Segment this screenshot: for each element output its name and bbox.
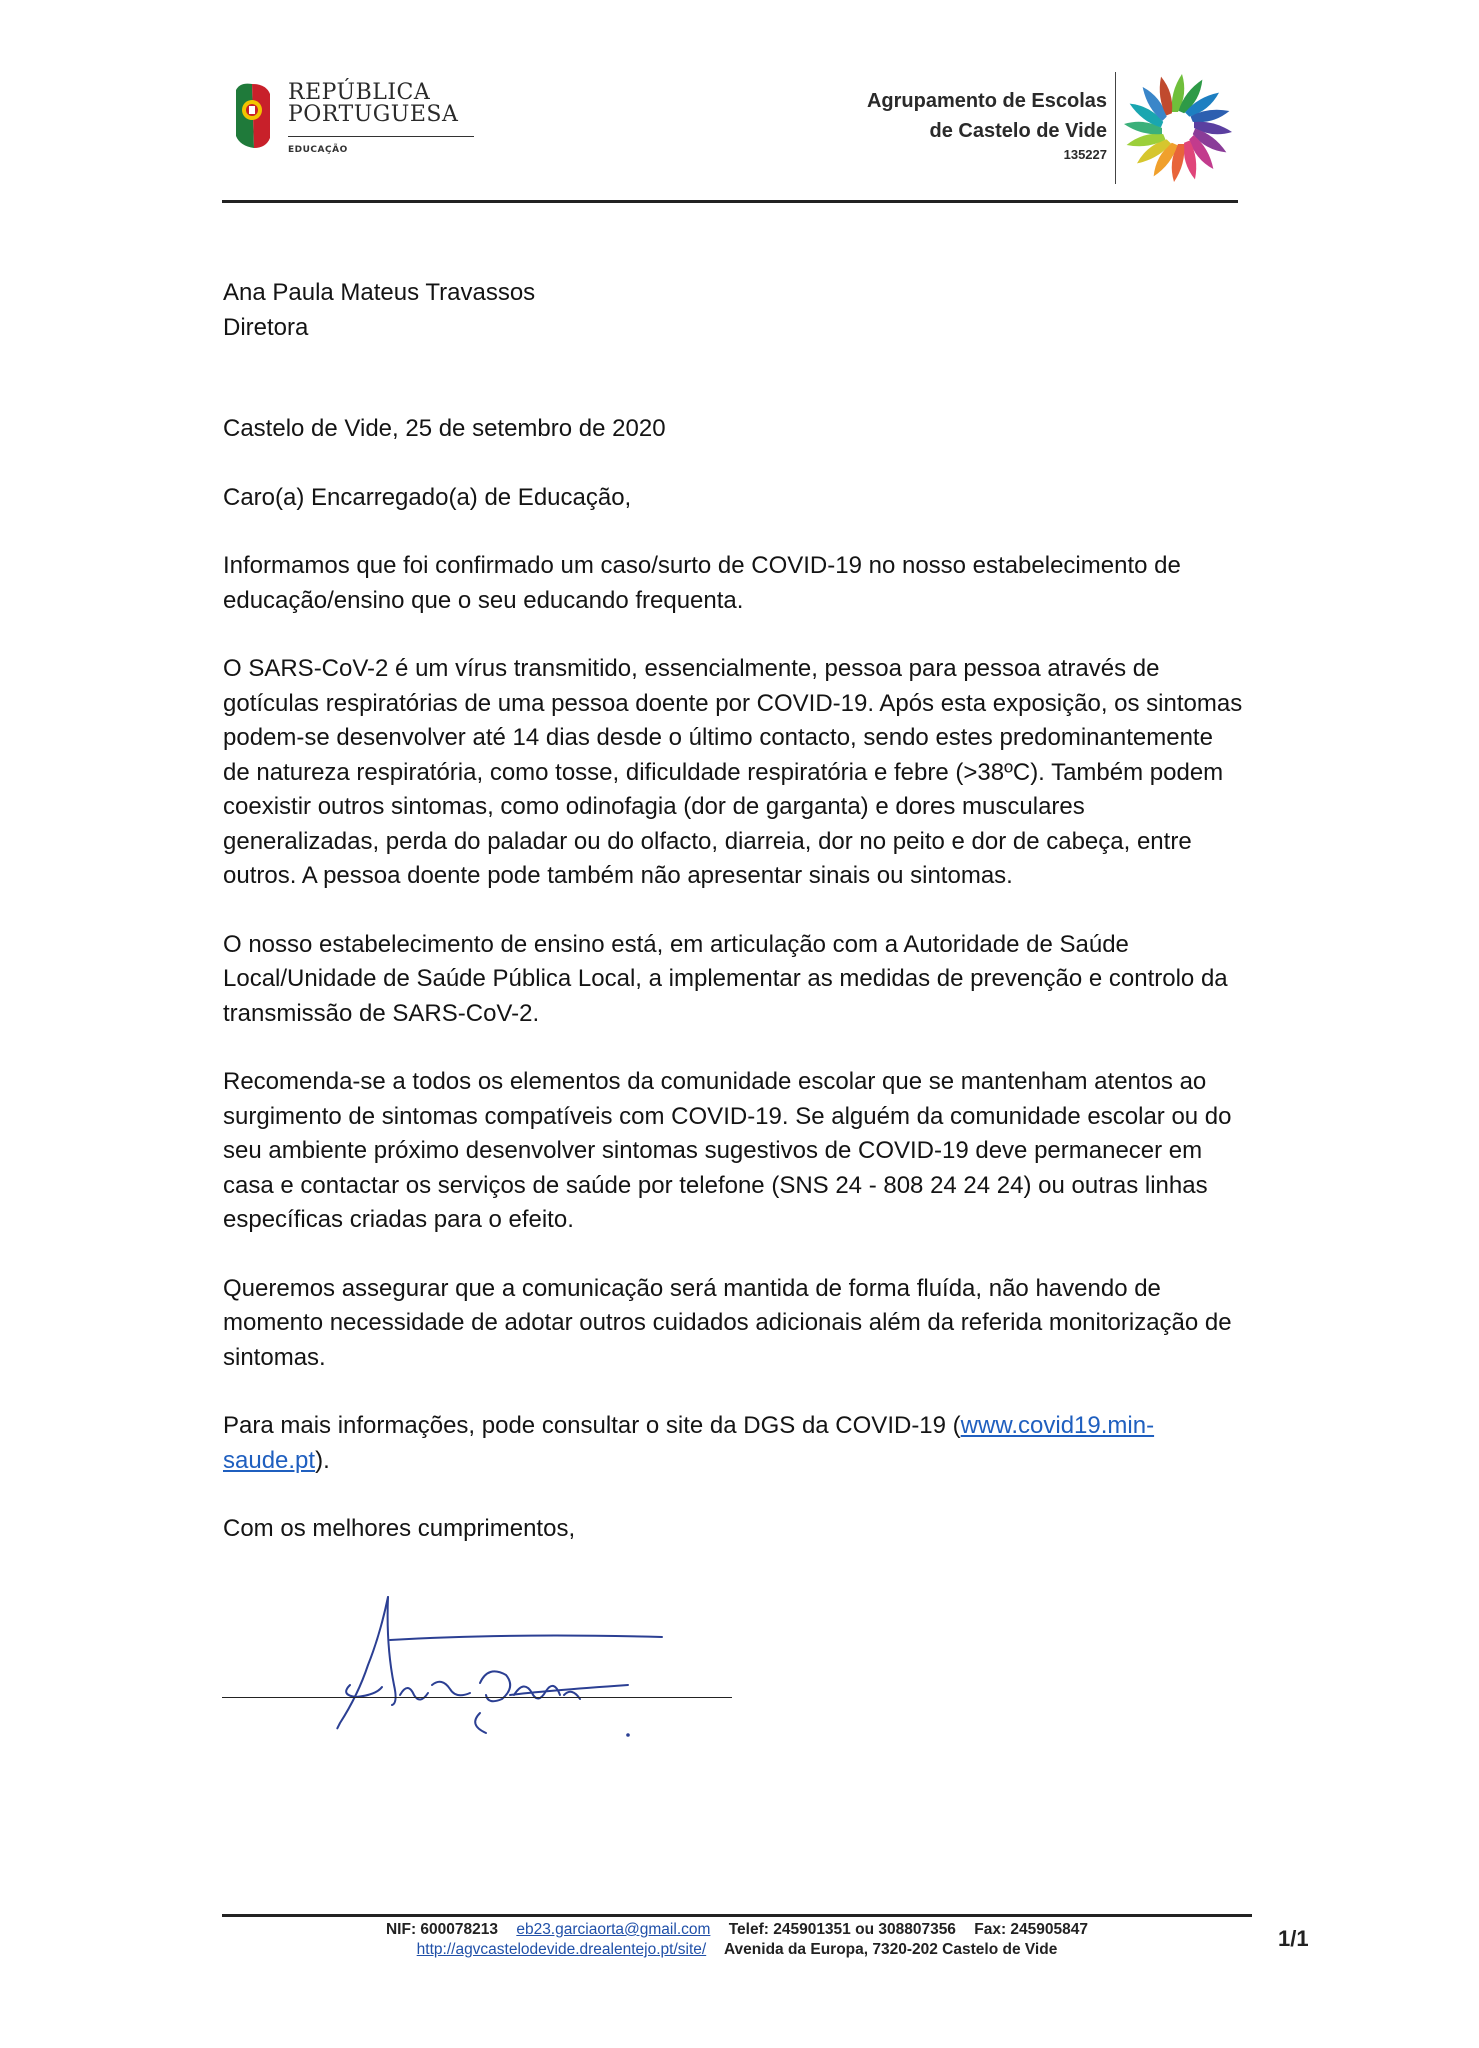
page-number: 1/1 [1278,1926,1309,1951]
logo-line-republica: REPÚBLICA [288,80,431,105]
republica-portuguesa-logo [232,78,562,168]
footer-address: Avenida da Europa, 7320-202 Castelo de Vide [723,1941,1058,1958]
school-name-line1: Agrupamento de Escolas [866,90,1107,112]
paragraph-3: O nosso estabelecimento de ensino está, em articulação com a Autoridade de Saúde Local/Unidade de Saúde Pública Local, a implementar as medidas de prevenção e controlo da transmissão de SARS-CoV-2. [223,930,1228,1027]
header-vertical-divider [1115,72,1116,184]
salutation: Caro(a) Encarregado(a) de Educação, [223,483,632,511]
footer-rule [222,1914,1252,1917]
place-date: Castelo de Vide, 25 de setembro de 2020 [223,415,666,442]
sender-block [223,276,1243,345]
paragraph-5: Queremos assegurar que a comunicação será mantida de forma fluída, não havendo de momento necessidade de adotar outros cuidados adicionais além da referida monitorização de sintomas. [223,1274,1232,1371]
logo-text [288,82,458,126]
portugal-emblem-icon [232,80,272,152]
school-flower-logo-icon [1122,72,1234,184]
footer-fax: Fax: 245905847 [974,1921,1089,1938]
footer-nif: NIF: 600078213 [385,1921,499,1938]
sender-name: Ana Paula Mateus Travassos [223,279,536,306]
logo-subtitle-educacao: EDUCAÇÃO [288,145,348,155]
footer-telef: Telef: 245901351 ou 308807356 [728,1921,956,1938]
closing: Com os melhores cumprimentos, [223,1515,576,1542]
footer-site-link[interactable]: http://agvcastelodevide.drealentejo.pt/site/ [416,1941,707,1958]
footer [222,1920,1252,1960]
logo-line-portuguesa: PORTUGUESA [288,102,459,127]
footer-line-2 [222,1940,1252,1960]
footer-email-link[interactable]: eb23.garciaorta@gmail.com [516,1921,711,1938]
letter-body [223,276,1243,1547]
footer-line-1 [222,1920,1252,1940]
info-suffix: ). [315,1446,330,1474]
school-name-block [867,86,1107,164]
info-prefix: Para mais informações, pode consultar o site da DGS da COVID-19 ( [223,1412,961,1439]
logo-divider [288,136,474,137]
signature-line [222,1697,732,1698]
paragraph-4: Recomenda-se a todos os elementos da comunidade escolar que se mantenham atentos ao surgimento de sintomas compatíveis com COVID-19. Se alguém da comunidade escolar ou do seu ambiente próximo desenvolver sintomas sugestivos de COVID-19 deve permanecer em casa e contactar os serviços de saúde por telefone (SNS 24 - 808 24 24 24) ou outras linhas específicas criadas para o efeito. [223,1068,1232,1233]
school-code: 135227 [1063,147,1107,162]
sender-title: Diretora [223,313,309,341]
school-name-line2: de Castelo de Vide [929,120,1107,142]
paragraph-2: O SARS-CoV-2 é um vírus transmitido, essencialmente, pessoa para pessoa através de gotículas respiratórias de uma pessoa doente por COVID-19. Após esta exposição, os sintomas podem-se desenvolver até 14 dias desde o último contacto, sendo estes predominantemente de natureza respiratória, como tosse, dificuldade respiratória e febre (>38ºC). Também podem coexistir outros sintomas, como odinofagia (dor de garganta) e dores musculares generalizadas, perda do paladar ou do olfacto, diarreia, dor no peito e dor de cabeça, entre outros. A pessoa doente pode também não apresentar sinais ou sintomas. [223,655,1243,889]
header-rule [222,200,1238,203]
handwritten-signature [310,1595,680,1745]
dgs-covid-link[interactable]: www.covid19.min-saude.pt [223,1412,1155,1474]
paragraph-1: Informamos que foi confirmado um caso/surto de COVID-19 no nosso estabelecimento de educação/ensino que o seu educando frequenta. [223,552,1181,614]
info-paragraph [223,1409,1243,1478]
